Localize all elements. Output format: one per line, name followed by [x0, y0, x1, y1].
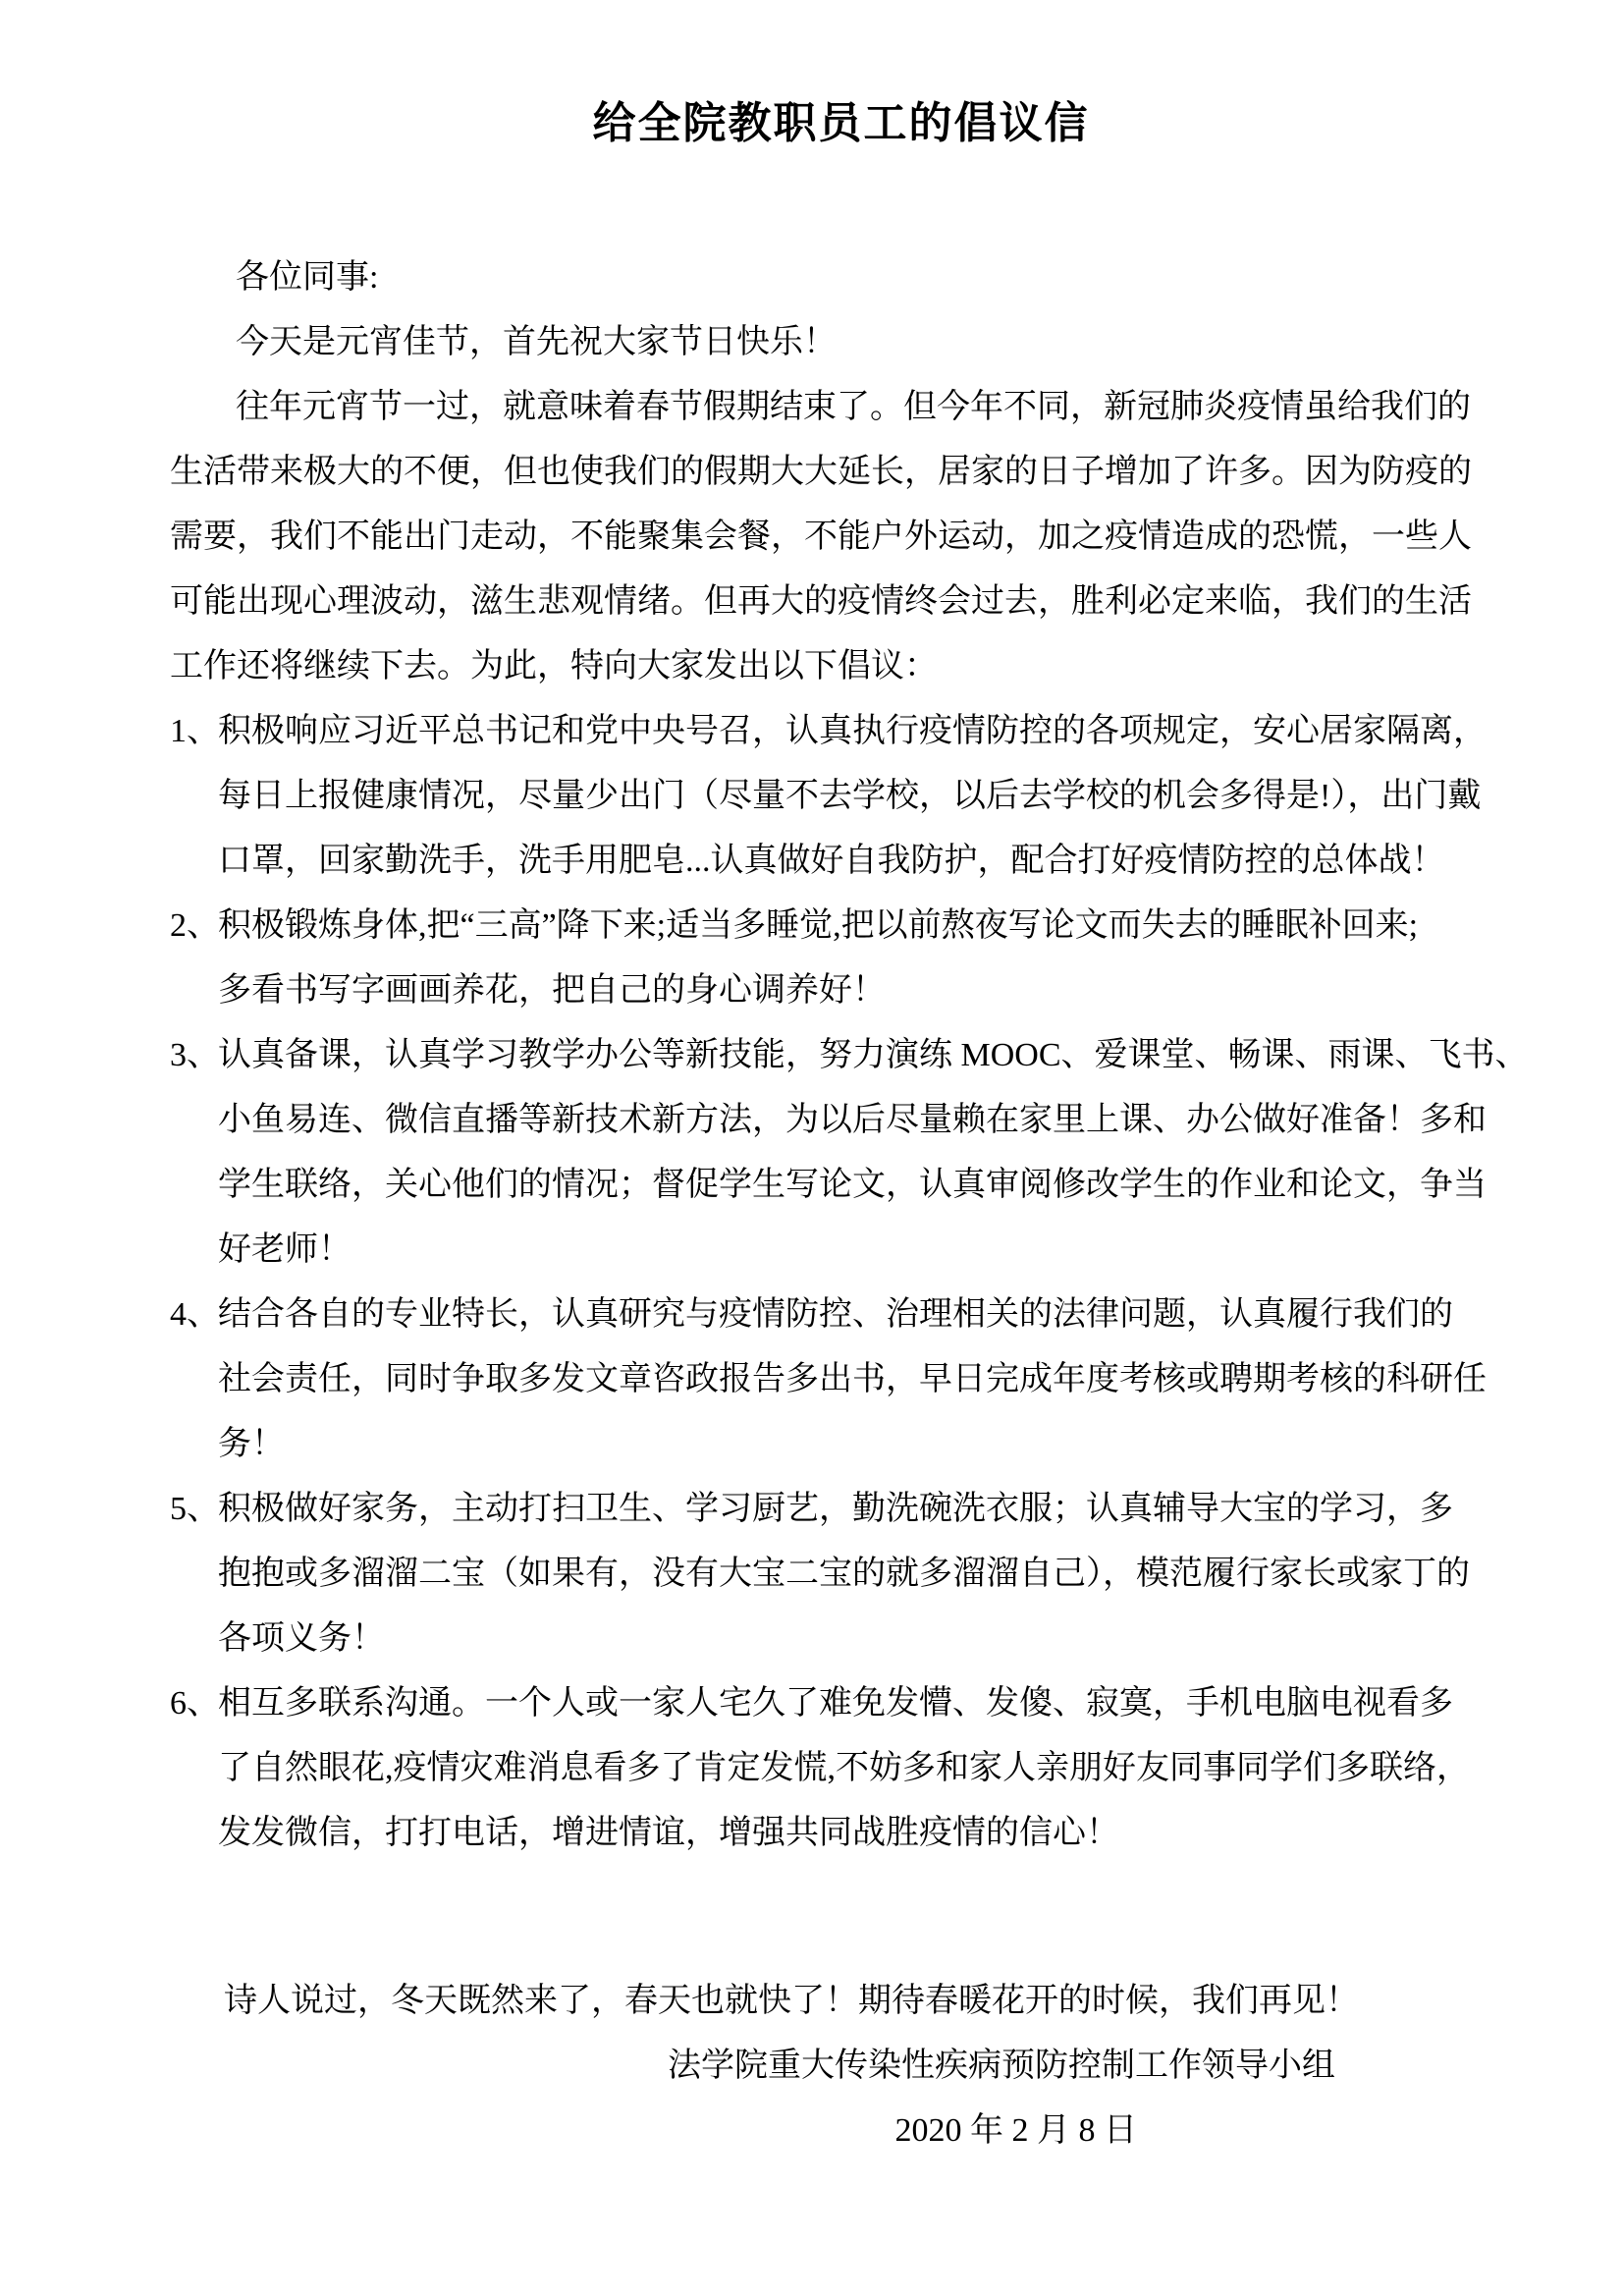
text-line: 相互多联系沟通。一个人或一家人宅久了难免发懵、发傻、寂寞，手机电脑电视看多 — [218, 1685, 1453, 1722]
text-line: 每日上报健康情况，尽量少出门（尽量不去学校，以后去学校的机会多得是!），出门戴 — [218, 778, 1482, 814]
text-line: 往年元宵节一过，就意味着春节假期结束了。但今年不同，新冠肺炎疫情虽给我们的 — [236, 389, 1471, 425]
text-line: 结合各自的专业特长，认真研究与疫情防控、治理相关的法律问题，认真履行我们的 — [218, 1296, 1453, 1333]
signature: 法学院重大传染性疾病预防控制工作领导小组 — [668, 2048, 1335, 2084]
text-line: 学生联络，关心他们的情况；督促学生写论文，认真审阅修改学生的作业和论文，争当 — [218, 1167, 1487, 1203]
text-line: 可能出现心理波动，滋生悲观情绪。但再大的疫情终会过去，胜利必定来临，我们的生活 — [170, 583, 1472, 620]
proposal-item-5 — [170, 1477, 1512, 1671]
proposal-item-4 — [170, 1283, 1512, 1477]
text-line: 了自然眼花,疫情灾难消息看多了肯定发慌,不妨多和家人亲朋好友同事同学们多联络， — [218, 1750, 1470, 1786]
text-line: 好老师！ — [218, 1231, 352, 1268]
intro-paragraph — [170, 375, 1512, 699]
document-title: 给全院教职员工的倡议信 — [592, 99, 1090, 147]
proposal-text — [218, 1671, 1512, 1866]
proposal-item-3 — [170, 1023, 1529, 1283]
text-line: 小鱼易连、微信直播等新技术新方法，为以后尽量赖在家里上课、办公做好准备！多和 — [218, 1102, 1487, 1138]
salutation: 各位同事: — [236, 259, 379, 296]
document-date: 2020 年 2 月 8 日 — [894, 2112, 1137, 2149]
text-line: 认真备课，认真学习教学办公等新技能，努力演练 MOOC、爱课堂、畅课、雨课、飞书、 — [218, 1037, 1529, 1073]
text-line: 需要，我们不能出门走动，不能聚集会餐，不能户外运动，加之疫情造成的恐慌，一些人 — [170, 519, 1472, 555]
text-line: 口罩，回家勤洗手，洗手用肥皂...认真做好自我防护，配合打好疫情防控的总体战！ — [218, 843, 1445, 879]
list-number: 1、 — [170, 713, 220, 749]
text-line: 积极做好家务，主动打扫卫生、学习厨艺，勤洗碗洗衣服；认真辅导大宝的学习，多 — [218, 1491, 1453, 1527]
proposal-text — [218, 894, 1512, 1023]
proposal-text — [218, 1023, 1529, 1283]
text-line: 积极响应习近平总书记和党中央号召，认真执行疫情防控的各项规定，安心居家隔离， — [218, 713, 1487, 749]
closing-paragraph: 诗人说过，冬天既然来了，春天也就快了！期待春暖花开的时候，我们再见！ — [224, 1983, 1359, 2019]
proposal-text — [218, 1477, 1512, 1671]
list-number: 6、 — [170, 1685, 220, 1722]
greeting-paragraph: 今天是元宵佳节，首先祝大家节日快乐！ — [236, 324, 837, 360]
text-line: 积极锻炼身体,把“三高”降下来;适当多睡觉,把以前熬夜写论文而失去的睡眠补回来; — [218, 907, 1419, 944]
text-line: 多看书写字画画养花，把自己的身心调养好！ — [218, 972, 886, 1009]
text-line: 工作还将继续下去。为此，特向大家发出以下倡议： — [170, 648, 938, 684]
list-number: 3、 — [170, 1037, 220, 1073]
proposal-item-6 — [170, 1671, 1512, 1866]
proposal-item-2 — [170, 894, 1512, 1023]
list-number: 4、 — [170, 1296, 220, 1333]
text-line: 社会责任，同时争取多发文章咨政报告多出书，早日完成年度考核或聘期考核的科研任 — [218, 1361, 1487, 1397]
proposal-text — [218, 1283, 1512, 1477]
text-line: 各项义务！ — [218, 1620, 385, 1657]
list-number: 2、 — [170, 907, 220, 944]
text-line: 生活带来极大的不便，但也使我们的假期大大延长，居家的日子增加了许多。因为防疫的 — [170, 454, 1472, 490]
text-line: 发发微信，打打电话，增进情谊，增强共同战胜疫情的信心！ — [218, 1815, 1119, 1851]
text-line: 务！ — [218, 1426, 285, 1462]
list-number: 5、 — [170, 1491, 220, 1527]
proposal-item-1 — [170, 699, 1512, 894]
text-line: 抱抱或多溜溜二宝（如果有，没有大宝二宝的就多溜溜自己），模范履行家长或家丁的 — [218, 1556, 1470, 1592]
proposal-text — [218, 699, 1512, 894]
